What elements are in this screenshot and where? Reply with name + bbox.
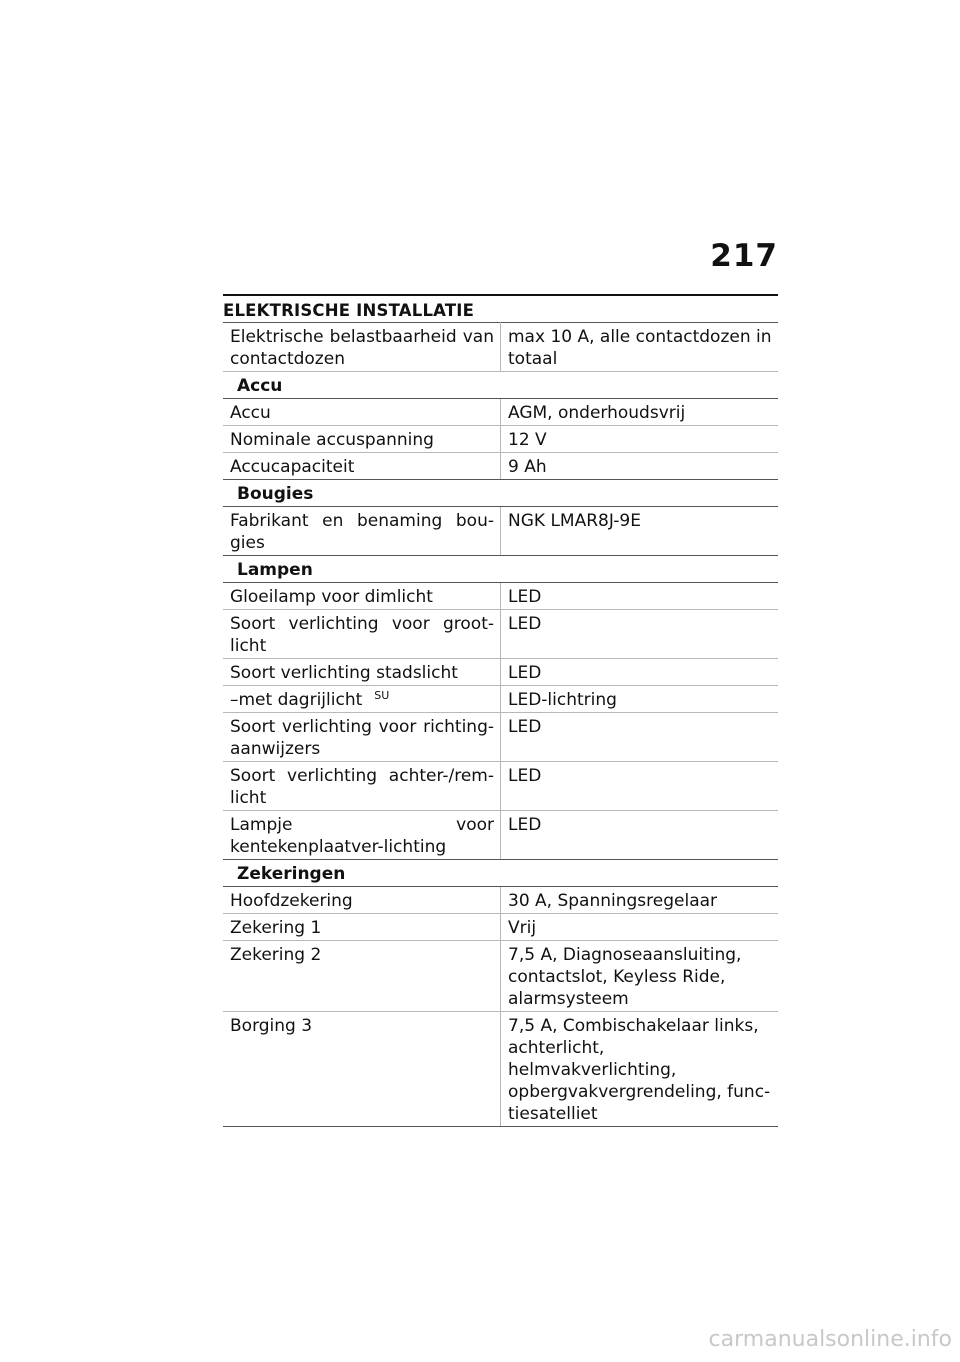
- spec-value: 7,5 A, Combischakelaar links, achterlicht, helmvakverlichting, opbergvakvergrendeling, func- tiesatelliet: [501, 1012, 779, 1127]
- spec-label: Hoofdzekering: [223, 887, 501, 914]
- spec-value: Vrij: [501, 914, 779, 941]
- spec-value: 7,5 A, Diagnoseaansluiting, contactslot, Keyless Ride, alarmsysteem: [501, 941, 779, 1012]
- spec-value: 12 V: [501, 426, 779, 453]
- spec-value: LED: [501, 762, 779, 811]
- spec-label: Fabrikant en benaming bou-gies: [223, 507, 501, 556]
- spec-value: LED-lichtring: [501, 686, 779, 713]
- footnote-marker: SU: [374, 689, 390, 702]
- table-row: [223, 1012, 778, 1127]
- spec-label: Soort verlichting achter-/rem-licht: [223, 762, 501, 811]
- spec-value: LED: [501, 713, 779, 762]
- spec-value: 30 A, Spanningsregelaar: [501, 887, 779, 914]
- spec-label: Soort verlichting voor richting-aanwijzers: [223, 713, 501, 762]
- table-row: [223, 659, 778, 686]
- table-row: [223, 941, 778, 1012]
- table-row: [223, 887, 778, 914]
- table-row: [223, 610, 778, 659]
- spec-value: max 10 A, alle contactdozen in totaal: [501, 323, 779, 372]
- spec-label: Accucapaciteit: [223, 453, 501, 480]
- spec-label: Gloeilamp voor dimlicht: [223, 583, 501, 610]
- page-number: 217: [710, 238, 778, 274]
- spec-label: Soort verlichting stadslicht: [223, 659, 501, 686]
- spec-label: Zekering 2: [223, 941, 501, 1012]
- specs-table: [223, 322, 778, 1127]
- spec-label: Elektrische belastbaarheid van contactdozen: [223, 323, 501, 372]
- spec-value: LED: [501, 610, 779, 659]
- watermark: carmanualsonline.info: [708, 1327, 952, 1352]
- table-row: [223, 686, 778, 713]
- spec-label-text: –met dagrijlicht: [230, 690, 363, 710]
- spec-label: Borging 3: [223, 1012, 501, 1127]
- table-row: [223, 323, 778, 372]
- group-header: Lampen: [223, 556, 778, 583]
- section-title: ELEKTRISCHE INSTALLATIE: [223, 294, 778, 322]
- electrical-specs-section: [223, 294, 778, 1127]
- table-row: [223, 426, 778, 453]
- spec-label: Soort verlichting voor groot-licht: [223, 610, 501, 659]
- table-row: [223, 914, 778, 941]
- group-header: Bougies: [223, 480, 778, 507]
- table-row: [223, 399, 778, 426]
- spec-value: LED: [501, 659, 779, 686]
- spec-value: NGK LMAR8J-9E: [501, 507, 779, 556]
- spec-label: Nominale accuspanning: [223, 426, 501, 453]
- spec-label: [223, 686, 501, 713]
- table-row: [223, 713, 778, 762]
- spec-label: Accu: [223, 399, 501, 426]
- table-row: [223, 453, 778, 480]
- spec-label: Lampje voor kentekenplaatver-lichting: [223, 811, 501, 860]
- spec-value: 9 Ah: [501, 453, 779, 480]
- spec-value: LED: [501, 811, 779, 860]
- spec-value: AGM, onderhoudsvrij: [501, 399, 779, 426]
- group-header: Zekeringen: [223, 860, 778, 887]
- table-row: [223, 507, 778, 556]
- table-row: [223, 811, 778, 860]
- spec-value: LED: [501, 583, 779, 610]
- table-row: [223, 762, 778, 811]
- table-row: [223, 583, 778, 610]
- group-header: Accu: [223, 372, 778, 399]
- spec-label: Zekering 1: [223, 914, 501, 941]
